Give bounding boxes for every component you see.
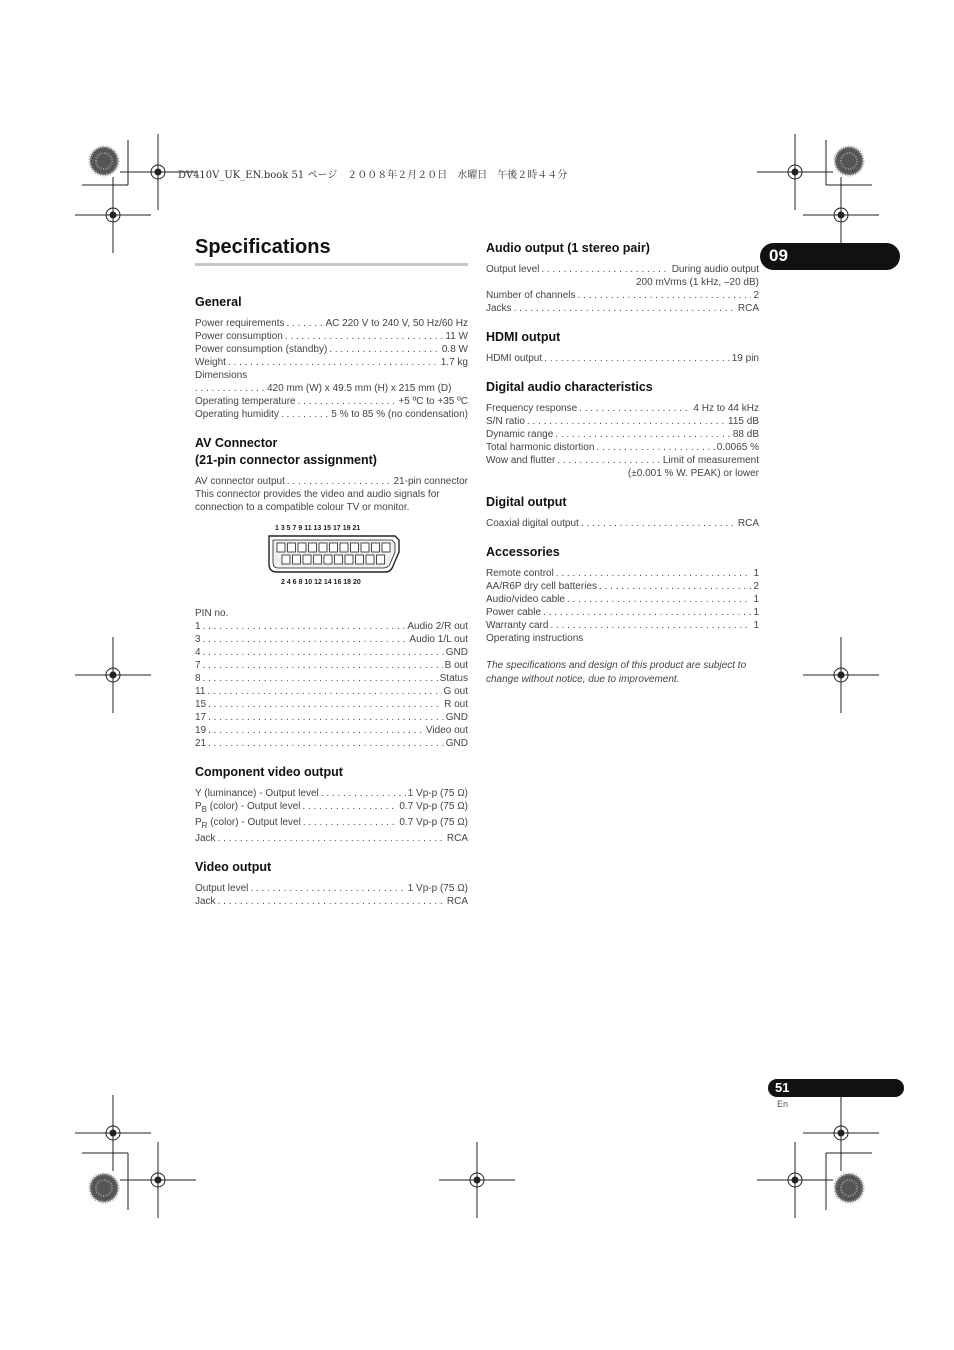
spec-value: 2 bbox=[753, 581, 759, 592]
dimensions-label: Dimensions bbox=[195, 370, 248, 381]
spec-label: Y (luminance) - Output level bbox=[195, 788, 319, 799]
leader-dots bbox=[599, 580, 751, 593]
spec-value: Status bbox=[439, 673, 468, 684]
leader-dots bbox=[321, 787, 406, 800]
label-rest: (color) - Output level bbox=[207, 801, 301, 812]
section-digital-output bbox=[486, 494, 759, 530]
spec-label: AA/R6P dry cell batteries bbox=[486, 581, 597, 592]
label-main: P bbox=[195, 817, 202, 828]
leader-dots bbox=[578, 289, 752, 302]
spec-row bbox=[486, 619, 759, 632]
spec-value: 11 W bbox=[445, 331, 468, 342]
spec-value: 1.7 kg bbox=[440, 357, 468, 368]
spec-label bbox=[195, 800, 300, 816]
spec-value: 4 Hz to 44 kHz bbox=[693, 403, 759, 414]
section-heading: Digital output bbox=[486, 495, 567, 509]
leader-dots bbox=[550, 619, 751, 632]
scart-pin bbox=[335, 555, 343, 564]
spec-label: Wow and flutter bbox=[486, 455, 556, 466]
spec-label: AV connector output bbox=[195, 476, 285, 487]
spec-row bbox=[195, 382, 468, 395]
spec-value-continued: (±0.001 % W. PEAK) or lower bbox=[627, 468, 759, 479]
leader-dots bbox=[218, 832, 445, 845]
scart-pin bbox=[298, 543, 306, 552]
spec-row bbox=[195, 317, 468, 330]
leader-dots bbox=[298, 395, 397, 408]
spec-value: RCA bbox=[737, 518, 759, 529]
spec-label: Power consumption bbox=[195, 331, 283, 342]
leader-dots bbox=[555, 428, 731, 441]
scart-pin bbox=[330, 543, 338, 552]
spec-value: 1 bbox=[753, 607, 759, 618]
leader-dots bbox=[281, 408, 329, 421]
label-subscript: B bbox=[201, 805, 208, 814]
spec-value: R out bbox=[444, 699, 468, 710]
spec-row bbox=[195, 620, 468, 633]
spec-value: Audio 1/L out bbox=[409, 634, 468, 645]
spec-row bbox=[486, 402, 759, 415]
spec-value: During audio output bbox=[671, 264, 759, 275]
leader-dots bbox=[329, 343, 440, 356]
left-column bbox=[195, 294, 468, 922]
leader-dots bbox=[208, 737, 444, 750]
pin-numbers-top: 1 3 5 7 9 11 13 15 17 19 21 bbox=[275, 525, 361, 532]
leader-dots bbox=[207, 685, 441, 698]
heading-line-1: AV Connector bbox=[195, 436, 278, 450]
scart-pin bbox=[288, 543, 296, 552]
spec-value: Limit of measurement bbox=[662, 455, 759, 466]
scart-pin bbox=[293, 555, 301, 564]
spec-label: HDMI output bbox=[486, 353, 543, 364]
spec-label: 3 bbox=[195, 634, 201, 645]
spec-label: S/N ratio bbox=[486, 416, 525, 427]
spec-row bbox=[195, 698, 468, 711]
section-heading: Accessories bbox=[486, 545, 560, 559]
spec-label: Remote control bbox=[486, 568, 554, 579]
file-header-line: DV410V_UK_EN.book 51 ページ ２００８年２月２０日 水曜日 午後２時４４分 bbox=[178, 170, 568, 181]
spec-value: GND bbox=[445, 712, 468, 723]
spec-row bbox=[486, 289, 759, 302]
spec-row bbox=[195, 737, 468, 750]
leader-dots bbox=[581, 517, 736, 530]
spec-value: +5 ºC to +35 ºC bbox=[398, 396, 468, 407]
scart-pin bbox=[277, 543, 285, 552]
spec-row bbox=[195, 685, 468, 698]
leader-dots bbox=[303, 816, 398, 832]
scart-pin bbox=[309, 543, 317, 552]
spec-row bbox=[195, 356, 468, 369]
spec-value: 1 bbox=[753, 568, 759, 579]
section-subheading: (21-pin connector assignment) bbox=[195, 453, 377, 467]
spec-row bbox=[486, 593, 759, 606]
spec-label: Output level bbox=[195, 883, 249, 894]
spec-value: RCA bbox=[446, 833, 468, 844]
spec-row bbox=[195, 475, 468, 488]
spec-label: 1 bbox=[195, 621, 201, 632]
spec-row bbox=[486, 441, 759, 454]
spec-row bbox=[195, 895, 468, 908]
section-video-output bbox=[195, 859, 468, 908]
spec-row bbox=[195, 395, 468, 408]
spec-row bbox=[195, 343, 468, 356]
spec-value: 88 dB bbox=[732, 429, 759, 440]
spec-row bbox=[195, 633, 468, 646]
spec-row bbox=[486, 263, 759, 276]
spec-row bbox=[486, 454, 759, 467]
spec-label: Power requirements bbox=[195, 318, 285, 329]
spec-value: Video out bbox=[425, 725, 468, 736]
label-rest: (color) - Output level bbox=[207, 817, 301, 828]
section-accessories bbox=[486, 544, 759, 645]
spec-value: Audio 2/R out bbox=[407, 621, 468, 632]
spec-value: 1 bbox=[753, 594, 759, 605]
section-heading: Video output bbox=[195, 860, 272, 874]
spec-row bbox=[486, 567, 759, 580]
spec-label: 17 bbox=[195, 712, 207, 723]
av-description: This connector provides the video and audio signals for connection to a compatible colour TV or monitor. bbox=[195, 489, 440, 513]
leader-dots bbox=[557, 454, 661, 467]
leader-dots bbox=[228, 356, 439, 369]
label-main: P bbox=[195, 801, 202, 812]
spec-value: GND bbox=[445, 647, 468, 658]
spec-row bbox=[195, 882, 468, 895]
section-audio-output bbox=[486, 240, 759, 315]
scart-pin bbox=[324, 555, 332, 564]
spec-row bbox=[486, 580, 759, 593]
section-hdmi-output bbox=[486, 329, 759, 365]
spec-label: Operating humidity bbox=[195, 409, 279, 420]
spec-value: 1 Vp-p (75 Ω) bbox=[407, 788, 468, 799]
chapter-number: 09 bbox=[769, 246, 788, 265]
leader-dots bbox=[203, 620, 406, 633]
spec-value: 1 Vp-p (75 Ω) bbox=[407, 883, 468, 894]
spec-value: 5 % to 85 % (no condensation) bbox=[331, 409, 468, 420]
leader-dots bbox=[203, 672, 438, 685]
leader-dots bbox=[567, 593, 751, 606]
scart-pin bbox=[314, 555, 322, 564]
scart-pin bbox=[282, 555, 290, 564]
leader-dots bbox=[544, 352, 730, 365]
spec-label bbox=[195, 816, 301, 832]
spec-value: 19 pin bbox=[731, 353, 759, 364]
scart-pin bbox=[377, 555, 385, 564]
spec-value: GND bbox=[445, 738, 468, 749]
spec-label: Total harmonic distortion bbox=[486, 442, 595, 453]
specs-change-note: The specifications and design of this product are subject to change without notice, due to improvement. bbox=[486, 660, 747, 685]
spec-row bbox=[486, 302, 759, 315]
spec-value-continued: 200 mVrms (1 kHz, –20 dB) bbox=[635, 277, 759, 288]
section-heading bbox=[195, 435, 468, 452]
spec-value: 115 dB bbox=[728, 416, 759, 427]
spec-row bbox=[195, 672, 468, 685]
scart-pin bbox=[319, 543, 327, 552]
spec-value: 1 bbox=[753, 620, 759, 631]
page-number: 51 bbox=[775, 1080, 790, 1095]
section-heading: Audio output (1 stereo pair) bbox=[486, 241, 650, 255]
leader-dots bbox=[514, 302, 736, 315]
spec-row bbox=[195, 659, 468, 672]
scart-pin bbox=[382, 543, 390, 552]
spec-row bbox=[195, 816, 468, 832]
section-heading: General bbox=[195, 295, 242, 309]
leader-dots bbox=[287, 475, 392, 488]
section-av-connector bbox=[195, 435, 468, 750]
spec-row bbox=[486, 517, 759, 530]
spec-row bbox=[486, 352, 759, 365]
spec-value: G out bbox=[443, 686, 468, 697]
spec-label: Weight bbox=[195, 357, 226, 368]
spec-row bbox=[195, 330, 468, 343]
leader-dots bbox=[285, 330, 444, 343]
leader-dots bbox=[596, 441, 714, 454]
spec-label: Jack bbox=[195, 833, 216, 844]
spec-row bbox=[195, 646, 468, 659]
spec-label: Frequency response bbox=[486, 403, 578, 414]
scart-pin bbox=[340, 543, 348, 552]
spec-value: 0.7 Vp-p (75 Ω) bbox=[399, 801, 468, 812]
leader-dots bbox=[218, 895, 445, 908]
spec-label: Output level bbox=[486, 264, 540, 275]
spec-row bbox=[195, 724, 468, 737]
spec-value: 2 bbox=[753, 290, 759, 301]
spec-row bbox=[486, 428, 759, 441]
spec-label: Number of channels bbox=[486, 290, 576, 301]
spec-value: 0.0065 % bbox=[716, 442, 759, 453]
leader-dots bbox=[527, 415, 726, 428]
scart-pin bbox=[372, 543, 380, 552]
spec-row bbox=[195, 832, 468, 845]
spec-label: Audio/video cable bbox=[486, 594, 565, 605]
page-title: Specifications bbox=[195, 236, 331, 258]
leader-dots bbox=[203, 646, 444, 659]
spec-label: Jacks bbox=[486, 303, 512, 314]
spec-label: 11 bbox=[195, 686, 206, 697]
leader-dots bbox=[250, 882, 405, 895]
scart-pin bbox=[351, 543, 359, 552]
section-heading: Digital audio characteristics bbox=[486, 380, 653, 394]
section-heading: HDMI output bbox=[486, 330, 561, 344]
spec-label: 19 bbox=[195, 725, 207, 736]
scart-pin bbox=[303, 555, 311, 564]
title-rule bbox=[195, 263, 468, 266]
label-subscript: R bbox=[201, 821, 208, 830]
spec-label: 21 bbox=[195, 738, 207, 749]
leader-dots bbox=[541, 263, 669, 276]
right-column bbox=[486, 240, 759, 687]
accessory-item: Operating instructions bbox=[486, 633, 584, 644]
spec-label: Jack bbox=[195, 896, 216, 907]
section-heading: Component video output bbox=[195, 765, 343, 779]
scart-pin bbox=[361, 543, 369, 552]
spec-value: RCA bbox=[737, 303, 759, 314]
section-digital-audio bbox=[486, 379, 759, 480]
spec-row bbox=[195, 711, 468, 724]
spec-label: Power cable bbox=[486, 607, 542, 618]
leader-dots bbox=[556, 567, 752, 580]
spec-value: 21-pin connector bbox=[393, 476, 468, 487]
scart-pin bbox=[366, 555, 374, 564]
leader-dots bbox=[208, 698, 442, 711]
leader-dots bbox=[203, 659, 443, 672]
spec-label: 4 bbox=[195, 647, 201, 658]
spec-value: 0.7 Vp-p (75 Ω) bbox=[399, 817, 468, 828]
spec-row bbox=[195, 800, 468, 816]
spec-value: AC 220 V to 240 V, 50 Hz/60 Hz bbox=[325, 318, 468, 329]
leader-dots bbox=[203, 633, 408, 646]
scart-pin bbox=[356, 555, 364, 564]
leader-dots bbox=[302, 800, 397, 816]
spec-label: 8 bbox=[195, 673, 201, 684]
spec-label: 7 bbox=[195, 660, 201, 671]
spec-label: Operating temperature bbox=[195, 396, 296, 407]
spec-label: Warranty card bbox=[486, 620, 549, 631]
scart-pin bbox=[345, 555, 353, 564]
pin-numbers-bottom: 2 4 6 8 10 12 14 16 18 20 bbox=[281, 579, 361, 586]
leader-dots bbox=[543, 606, 751, 619]
spec-label: Coaxial digital output bbox=[486, 518, 579, 529]
spec-value: B out bbox=[444, 660, 468, 671]
spec-label: Power consumption (standby) bbox=[195, 344, 328, 355]
spec-label: Dynamic range bbox=[486, 429, 554, 440]
section-component-video bbox=[195, 764, 468, 845]
spec-label: 15 bbox=[195, 699, 207, 710]
pin-no-label: PIN no. bbox=[195, 608, 229, 619]
scart-connector-diagram bbox=[265, 522, 468, 597]
spec-row bbox=[195, 408, 468, 421]
spec-value: 0.8 W bbox=[441, 344, 468, 355]
leader-dots bbox=[208, 711, 444, 724]
leader-dots bbox=[579, 402, 691, 415]
spec-value: RCA bbox=[446, 896, 468, 907]
section-general bbox=[195, 294, 468, 421]
leader-dots bbox=[208, 724, 424, 737]
spec-row bbox=[486, 415, 759, 428]
page-language: En bbox=[777, 1099, 789, 1109]
spec-value: 420 mm (W) x 49.5 mm (H) x 215 mm (D) bbox=[267, 383, 452, 394]
leader-dots bbox=[286, 317, 323, 330]
spec-row bbox=[486, 606, 759, 619]
spec-row bbox=[195, 787, 468, 800]
